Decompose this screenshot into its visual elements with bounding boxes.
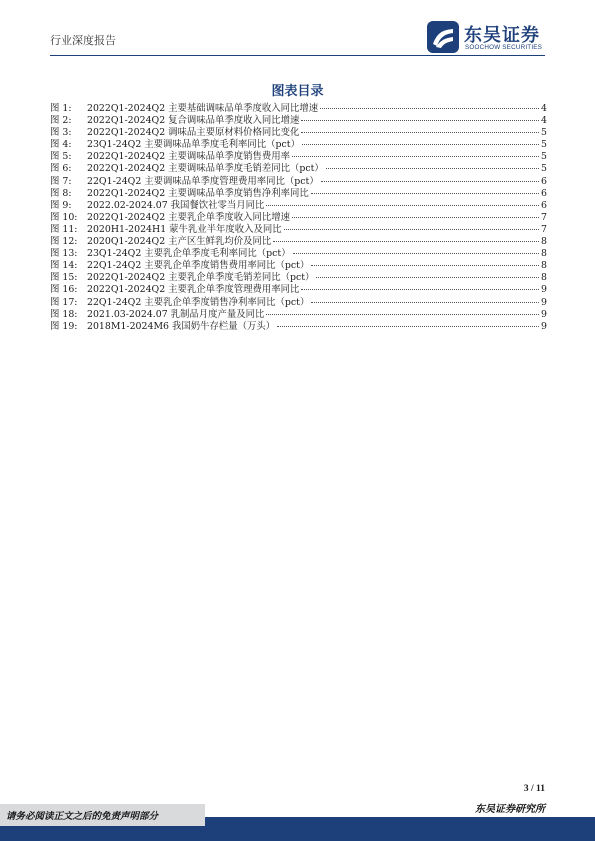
toc-leader-dots (292, 217, 539, 218)
toc-leader-dots (326, 168, 539, 169)
toc-entry-page: 5 (541, 139, 547, 151)
toc-entry[interactable] (50, 115, 547, 127)
toc-entry-number: 图 8: (50, 187, 72, 199)
toc-leader-dots (311, 265, 539, 266)
toc-entry-title: 2021.03-2024.07 乳制品月度产量及同比 (87, 308, 265, 320)
toc-entry-number: 图 5: (50, 151, 72, 163)
toc-entry[interactable] (50, 163, 547, 175)
toc-entry[interactable] (50, 297, 547, 309)
toc-leader-dots (293, 253, 539, 254)
toc-title: 图表目录 (271, 84, 324, 99)
toc-entry-page: 6 (541, 187, 547, 199)
company-logo (426, 20, 556, 54)
toc-leader-dots (316, 277, 539, 278)
toc-leader-dots (311, 193, 539, 194)
toc-entry-number: 图 10: (50, 211, 78, 223)
footer-firm-name: 东吴证券研究所 (475, 804, 545, 815)
toc-leader-dots (284, 229, 539, 230)
toc-entry-number: 图 7: (50, 175, 72, 187)
toc-entry[interactable] (50, 309, 547, 321)
figure-toc-list (50, 103, 547, 333)
toc-entry-title: 2022Q1-2024Q2 复合调味品单季度收入同比增速 (87, 115, 300, 127)
footer-bar (205, 817, 595, 841)
toc-entry-number: 图 15: (50, 272, 78, 284)
toc-entry-number: 图 16: (50, 284, 78, 296)
toc-entry[interactable] (50, 260, 547, 272)
toc-leader-dots (311, 302, 539, 303)
toc-entry-page: 6 (541, 175, 547, 187)
toc-entry-title: 22Q1-24Q2 主要调味品单季度管理费用率同比（pct） (87, 175, 319, 187)
toc-entry[interactable] (50, 139, 547, 151)
toc-leader-dots (266, 205, 539, 206)
toc-entry-page: 9 (541, 320, 547, 332)
page-number: 3 / 11 (523, 784, 545, 794)
toc-leader-dots (321, 181, 539, 182)
toc-entry[interactable] (50, 176, 547, 188)
toc-leader-dots (302, 144, 539, 145)
toc-entry-number: 图 11: (50, 223, 78, 235)
toc-leader-dots (292, 156, 539, 157)
toc-entry-number: 图 17: (50, 296, 78, 308)
toc-entry[interactable] (50, 272, 547, 284)
toc-entry-number: 图 2: (50, 115, 72, 127)
toc-entry[interactable] (50, 236, 547, 248)
toc-entry-number: 图 9: (50, 199, 72, 211)
toc-entry-number: 图 14: (50, 260, 78, 272)
toc-entry-title: 22Q1-24Q2 主要乳企单季度销售净利率同比（pct） (87, 296, 310, 308)
toc-leader-dots (320, 108, 539, 109)
toc-entry-number: 图 13: (50, 248, 78, 260)
toc-entry-title: 2022Q1-2024Q2 主要调味品单季度毛销差同比（pct） (87, 163, 324, 175)
toc-entry-title: 2022Q1-2024Q2 主要基础调味品单季度收入同比增速 (87, 103, 319, 114)
soochow-logo-icon (426, 20, 460, 54)
toc-entry-page: 4 (541, 103, 547, 114)
footer-disclaimer: 请务必阅读正文之后的免责声明部分 (6, 811, 159, 822)
toc-entry-page: 7 (541, 223, 547, 235)
toc-entry[interactable] (50, 127, 547, 139)
toc-entry[interactable] (50, 321, 547, 333)
toc-entry-page: 8 (541, 260, 547, 272)
toc-entry-page: 5 (541, 127, 547, 139)
toc-entry-page: 5 (541, 163, 547, 175)
toc-entry-page: 7 (541, 211, 547, 223)
toc-entry-page: 5 (541, 151, 547, 163)
toc-entry-title: 2022.02-2024.07 我国餐饮社零当月同比 (87, 199, 265, 211)
toc-entry-number: 图 6: (50, 163, 72, 175)
toc-entry-page: 8 (541, 272, 547, 284)
toc-leader-dots (301, 289, 539, 290)
toc-entry-title: 2018M1-2024M6 我国奶牛存栏量（万头） (87, 320, 276, 332)
toc-entry[interactable] (50, 188, 547, 200)
toc-entry[interactable] (50, 224, 547, 236)
toc-entry-number: 图 3: (50, 127, 72, 139)
toc-entry-title: 2022Q1-2024Q2 主要乳企单季度管理费用率同比 (87, 284, 300, 296)
toc-entry-page: 8 (541, 248, 547, 260)
toc-leader-dots (301, 132, 539, 133)
toc-entry[interactable] (50, 284, 547, 296)
toc-entry[interactable] (50, 103, 547, 115)
logo-english-name: SOOCHOW SECURITIES (465, 44, 543, 51)
toc-entry-number: 图 19: (50, 320, 78, 332)
toc-entry[interactable] (50, 200, 547, 212)
footer-bar-left (0, 826, 205, 841)
toc-entry-number: 图 18: (50, 308, 78, 320)
toc-entry-title: 23Q1-24Q2 主要调味品单季度毛利率同比（pct） (87, 139, 300, 151)
toc-entry-page: 6 (541, 199, 547, 211)
toc-entry-title: 2020Q1-2024Q2 主产区生鲜乳均价及同比 (87, 236, 272, 248)
toc-entry-page: 8 (541, 236, 547, 248)
toc-leader-dots (277, 326, 539, 327)
toc-entry-title: 2022Q1-2024Q2 主要调味品单季度销售净利率同比 (87, 187, 309, 199)
toc-entry[interactable] (50, 151, 547, 163)
toc-entry-number: 图 4: (50, 139, 72, 151)
toc-entry-title: 2022Q1-2024Q2 主要乳企单季度毛销差同比（pct） (87, 272, 315, 284)
toc-entry-title: 2022Q1-2024Q2 主要调味品单季度销售费用率 (87, 151, 291, 163)
report-type-label: 行业深度报告 (50, 34, 116, 47)
toc-leader-dots (266, 314, 539, 315)
toc-entry[interactable] (50, 212, 547, 224)
toc-entry-page: 9 (541, 296, 547, 308)
toc-entry-number: 图 1: (50, 103, 72, 114)
header-divider (50, 55, 545, 56)
toc-entry[interactable] (50, 248, 547, 260)
toc-entry-number: 图 12: (50, 236, 78, 248)
toc-entry-page: 9 (541, 308, 547, 320)
toc-entry-title: 2022Q1-2024Q2 调味品主要原材料价格同比变化 (87, 127, 300, 139)
toc-entry-title: 22Q1-24Q2 主要乳企单季度销售费用率同比（pct） (87, 260, 310, 272)
toc-leader-dots (273, 241, 539, 242)
toc-entry-page: 9 (541, 284, 547, 296)
logo-chinese-name: 东吴证券 (464, 25, 540, 46)
toc-entry-page: 4 (541, 115, 547, 127)
toc-entry-title: 2022Q1-2024Q2 主要乳企单季度收入同比增速 (87, 211, 291, 223)
toc-entry-title: 23Q1-24Q2 主要乳企单季度毛利率同比（pct） (87, 248, 291, 260)
toc-entry-title: 2020H1-2024H1 蒙牛乳业半年度收入及同比 (87, 223, 282, 235)
toc-leader-dots (301, 120, 539, 121)
